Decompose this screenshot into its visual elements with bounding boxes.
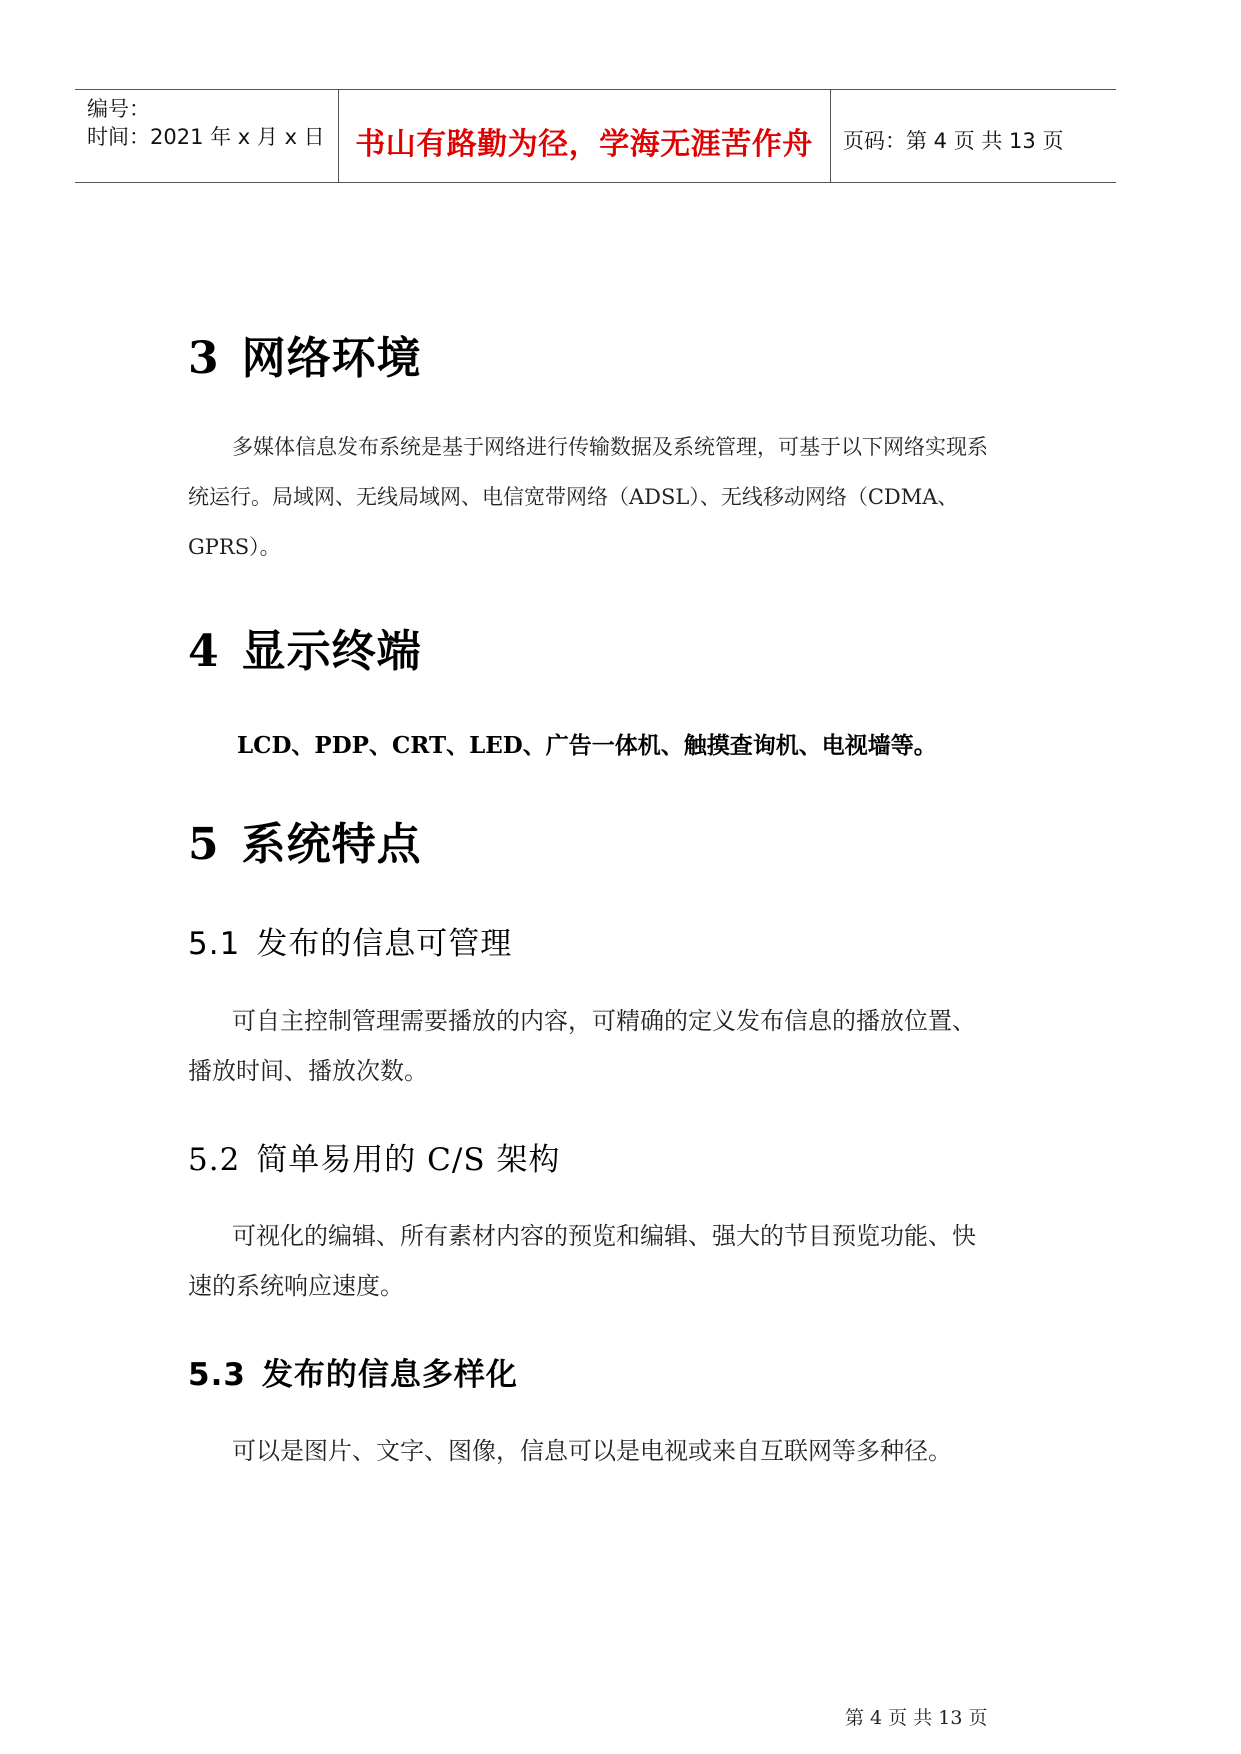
section-3-line-2: 统运行。局域网、无线局域网、电信宽带网络（ADSL）、无线移动网络（CDMA、 xyxy=(188,485,959,509)
subsection-5-3-line-1: 可以是图片、文字、图像，信息可以是电视或来自互联网等多种径。 xyxy=(232,1437,952,1465)
header-page-label: 页码：第 4 页 共 13 页 xyxy=(843,129,1064,153)
subsection-5-2-body xyxy=(188,1211,1008,1311)
subsection-5-1-line-1: 可自主控制管理需要播放的内容，可精确的定义发布信息的播放位置、 xyxy=(232,1007,976,1035)
section-3-line-3: GPRS）。 xyxy=(188,535,281,559)
section-5-title: 系统特点 xyxy=(241,819,422,870)
header-motto: 书山有路勤为径，学海无涯苦作舟 xyxy=(355,127,813,162)
subsection-5-2-heading xyxy=(188,1134,560,1179)
footer-page-number: 第 4 页 共 13 页 xyxy=(845,1707,988,1729)
subsection-5-2-line-2: 速的系统响应速度。 xyxy=(188,1272,404,1300)
display-terminal-list: LCD、PDP、CRT、LED、广告一体机、触摸查询机、电视墙等。 xyxy=(237,732,937,759)
header-bottom-rule xyxy=(75,182,1116,183)
subsection-5-1-line-2: 播放时间、播放次数。 xyxy=(188,1057,428,1085)
subsection-5-3-title: 发布的信息多样化 xyxy=(261,1357,518,1393)
subsection-5-3-heading xyxy=(188,1349,518,1394)
subsection-5-3-body xyxy=(188,1426,1008,1476)
subsection-5-2-line-1: 可视化的编辑、所有素材内容的预览和编辑、强大的节目预览功能、快 xyxy=(232,1222,976,1250)
section-3-number: 3 xyxy=(188,333,220,384)
section-3-line-1: 多媒体信息发布系统是基于网络进行传输数据及系统管理，可基于以下网络实现系 xyxy=(232,435,988,459)
header-number-label: 编号： xyxy=(87,97,150,121)
subsection-5-2-number: 5.2 xyxy=(188,1142,241,1178)
header-date-label: 时间：2021 年 x 月 x 日 xyxy=(87,125,325,149)
subsection-5-1-body xyxy=(188,996,1008,1096)
section-4-heading xyxy=(188,615,422,679)
section-4-title: 显示终端 xyxy=(241,626,422,677)
header-divider-right xyxy=(830,89,831,183)
subsection-5-1-title: 发布的信息可管理 xyxy=(256,926,513,962)
subsection-5-3-number: 5.3 xyxy=(188,1357,246,1393)
subsection-5-2-title: 简单易用的 C/S 架构 xyxy=(256,1142,561,1178)
header-top-rule xyxy=(75,89,1116,90)
section-5-heading xyxy=(188,808,422,872)
section-3-heading xyxy=(188,322,422,386)
section-3-body xyxy=(188,422,1008,572)
section-5-number: 5 xyxy=(188,819,220,870)
subsection-5-1-number: 5.1 xyxy=(188,926,241,962)
section-4-number: 4 xyxy=(188,626,220,677)
subsection-5-1-heading xyxy=(188,918,512,963)
section-3-title: 网络环境 xyxy=(241,333,422,384)
